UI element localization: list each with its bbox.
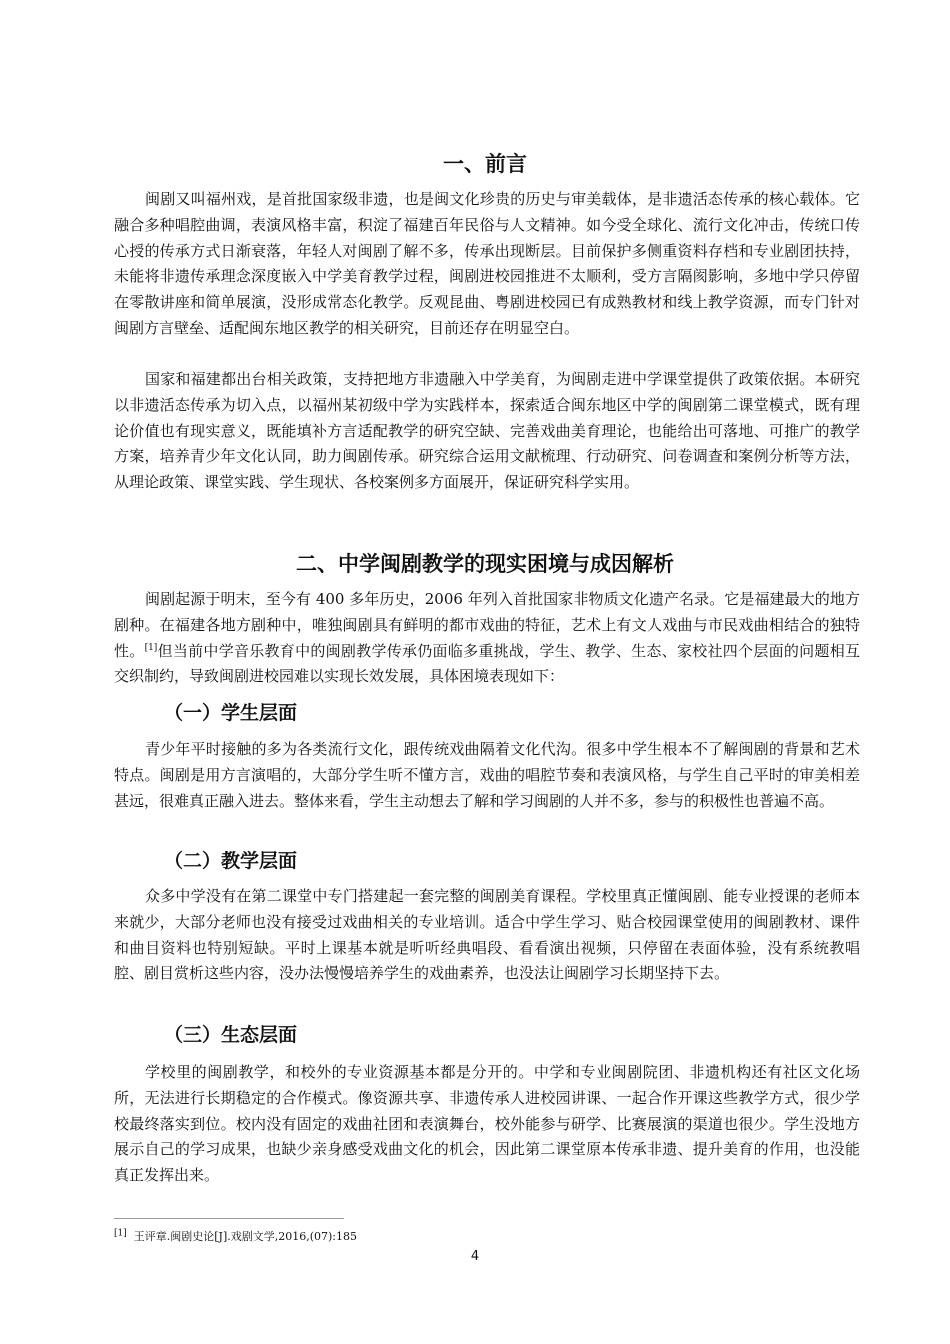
section-heading-dilemma: 二、中学闽剧教学的现实困境与成因解析	[296, 552, 674, 576]
footnote-marker: [1]	[114, 1228, 127, 1239]
paragraph-dilemma-intro-part2: 但当前中学音乐教育中的闽剧教学传承仍面临多重挑战，学生、教学、生态、家校社四个层面的问题相互交织制约，导致闽剧进校园难以实现长效发展，具体困境表现如下：	[114, 641, 860, 686]
footnote	[114, 1229, 357, 1245]
section-heading-preface: 一、前言	[443, 152, 527, 176]
subheading-ecology-level: （三）生态层面	[164, 1024, 298, 1046]
subheading-teaching-level: （二）教学层面	[164, 850, 298, 872]
footnote-text: 王评章.闽剧史论[J].戏剧文学,2016,(07):185	[133, 1230, 358, 1243]
paragraph-ecology-level: 学校里的闽剧教学，和校外的专业资源基本都是分开的。中学和专业闽剧院团、非遗机构还有社区文化场所，无法进行长期稳定的合作模式。像资源共享、非遗传承人进校园讲课、一起合作开课这些教学方式，很少学校最终落实到位。校内没有固定的戏曲社团和表演舞台，校外能参与研学、比赛展演的渠道也很少。学生没地方展示自己的学习成果，也缺少亲身感受戏曲文化的机会，因此第二课堂原本传承非遗、提升美育的作用，也没能真正发挥出来。	[114, 1063, 860, 1185]
citation-marker: [1]	[144, 642, 158, 653]
page-number: 4	[470, 1249, 480, 1264]
paragraph-preface-1: 闽剧又叫福州戏，是首批国家级非遗，也是闽文化珍贵的历史与审美载体，是非遗活态传承的核心载体。它融合多种唱腔曲调，表演风格丰富，积淀了福建百年民俗与人文精神。如今受全球化、流行文化冲击，传统口传心授的传承方式日渐衰落，年轻人对闽剧了解不多，传承出现断层。目前保护多侧重资料存档和专业剧团扶持，未能将非遗传承理念深度嵌入中学美育教学过程，闽剧进校园推进不太顺利，受方言隔阂影响，多地中学只停留在零散讲座和简单展演，没形成常态化教学。反观昆曲、粤剧进校园已有成熟教材和线上教学资源，而专门针对闽剧方言壁垒、适配闽东地区教学的相关研究，目前还存在明显空白。	[114, 190, 860, 337]
paragraph-dilemma-intro-part1: 闽剧起源于明末，至今有 400 多年历史，2006 年列入首批国家非物质文化遗产名录。它是福建最大的地方剧种。在福建各地方剧种中，唯独闽剧具有鲜明的都市戏曲的特征，艺术上有文人戏曲与市民戏曲相结合的独特性。	[114, 590, 860, 660]
paragraph-preface-2: 国家和福建都出台相关政策，支持把地方非遗融入中学美育，为闽剧走进中学课堂提供了政策依据。本研究以非遗活态传承为切入点，以福州某初级中学为实践样本，探索适合闽东地区中学的闽剧第二课堂模式，既有理论价值也有现实意义，既能填补方言适配教学的研究空缺、完善戏曲美育理论，也能给出可落地、可推广的教学方案，培养青少年文化认同，助力闽剧传承。研究综合运用文献梳理、行动研究、问卷调查和案例分析等方法，从理论政策、课堂实践、学生现状、各校案例多方面展开，保证研究科学实用。	[114, 370, 860, 492]
footnote-separator	[114, 1218, 344, 1219]
subheading-student-level: （一）学生层面	[164, 702, 298, 724]
paragraph-teaching-level: 众多中学没有在第二课堂中专门搭建起一套完整的闽剧美育课程。学校里真正懂闽剧、能专业授课的老师本来就少，大部分老师也没有接受过戏曲相关的专业培训。适合中学生学习、贴合校园课堂使用的闽剧教材、课件和曲目资料也特别短缺。平时上课基本就是听听经典唱段、看看演出视频，只停留在表面体验，没有系统教唱腔、剧目赏析这些内容，没办法慢慢培养学生的戏曲素养，也没法让闽剧学习长期坚持下去。	[114, 887, 860, 983]
paragraph-dilemma-intro	[114, 587, 860, 690]
paragraph-student-level: 青少年平时接触的多为各类流行文化，跟传统戏曲隔着文化代沟。很多中学生根本不了解闽剧的背景和艺术特点。闽剧是用方言演唱的，大部分学生听不懂方言，戏曲的唱腔节奏和表演风格，与学生自己平时的审美相差甚远，很难真正融入进去。整体来看，学生主动想去了解和学习闽剧的人并不多，参与的积极性也普遍不高。	[114, 740, 860, 810]
